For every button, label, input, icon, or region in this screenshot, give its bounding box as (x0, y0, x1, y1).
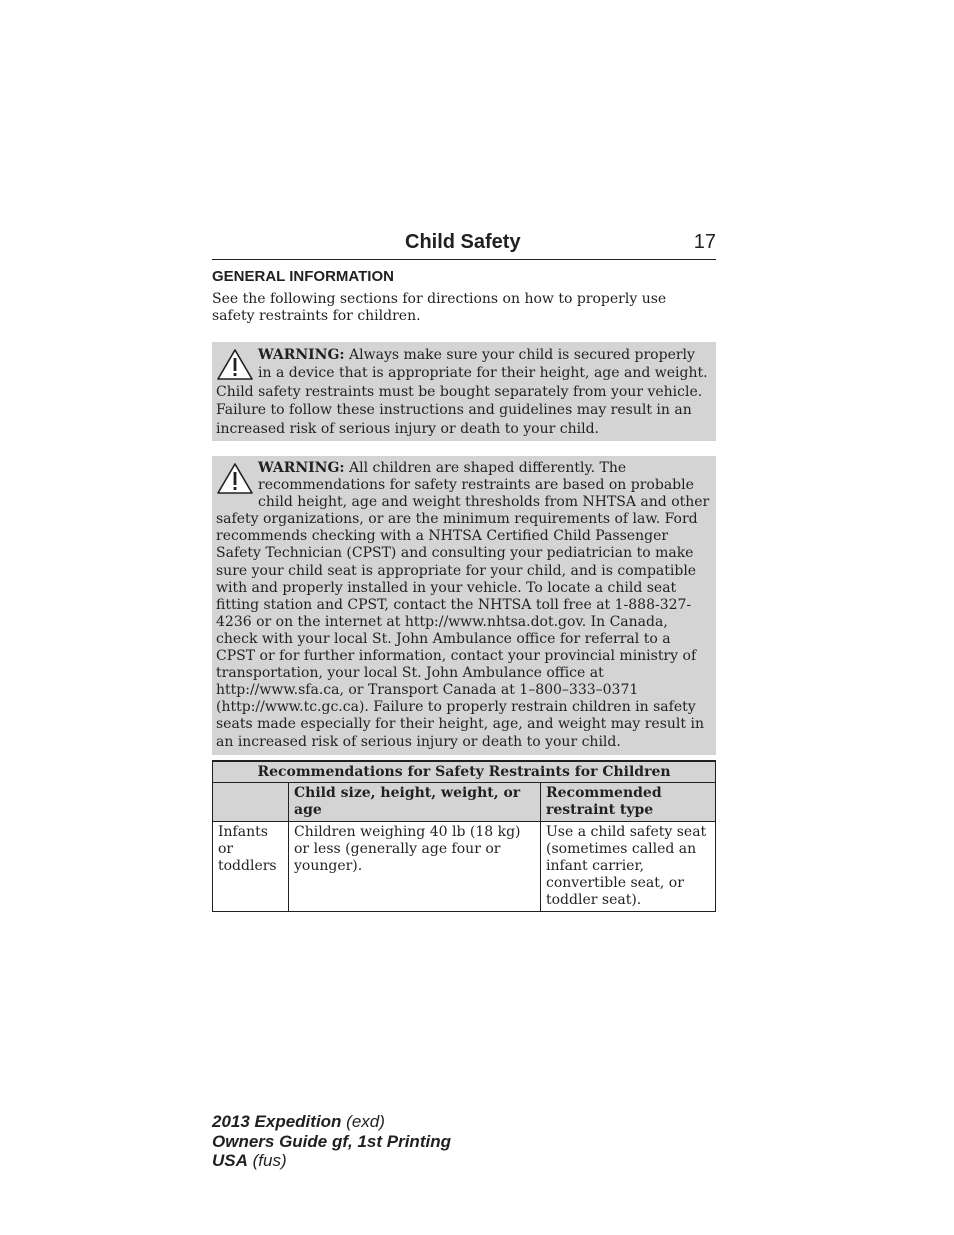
footer-guide: Owners Guide gf, 1st Printing (212, 1131, 451, 1151)
table-cell: Use a child safety seat (sometimes called an infant carrier, convertible seat, or toddler seat). (541, 822, 716, 912)
warning-box (212, 342, 716, 441)
warning-label: WARNING: (258, 347, 345, 363)
table-caption: Recommendations for Safety Restraints for Children (213, 761, 716, 783)
warning-text: All children are shaped differently. The recommendations for safety restraints are based on probable child height, age and weight thresholds from NHTSA and other safety organizations, or are the minimum requirements of law. Ford recommends checking with a NHTSA Certified Child Passenger Safety Technician (CPST) and consulting your pediatrician to make sure your child seat is appropriate for your child, and is compatible with and properly installed in your vehicle. To locate a child seat fitting station and CPST, contact the NHTSA toll free at 1-888-327-4236 or on the internet at http://www.nhtsa.dot.gov. In Canada, check with your local St. John Ambulance office for referral to a CPST or for further information, contact your provincial ministry of transportation, your local St. John Ambulance office at http://www.sfa.ca, or Transport Canada at 1–800–333–0371 (http://www.tc.gc.ca). Failure to properly restrain children in safety seats made especially for their height, age, and weight may result in an increased risk of serious injury or death to your child. (216, 460, 710, 750)
table-header-cell: Recommended restraint type (541, 783, 716, 822)
warning-label: WARNING: (258, 460, 345, 476)
safety-restraints-table (212, 760, 716, 912)
page-number: 17 (693, 231, 716, 253)
chapter-title: Child Safety (405, 231, 521, 253)
table-cell: Children weighing 40 lb (18 kg) or less (generally age four or younger). (289, 822, 541, 912)
table-header-row (213, 783, 716, 822)
section-heading: GENERAL INFORMATION (212, 268, 394, 285)
table-caption-row (213, 761, 716, 783)
table-cell: Infants or toddlers (213, 822, 289, 912)
table-row (213, 822, 716, 912)
table-header-cell (213, 783, 289, 822)
table-header-cell: Child size, height, weight, or age (289, 783, 541, 822)
warning-triangle-icon (216, 462, 254, 496)
warning-text: Always make sure your child is secured properly in a device that is appropriate for their height, age and weight. Child safety restraints must be bought separately from your vehicle. Failure to follow these instructions and guidelines may result in an increased risk of serious injury or death to your child. (216, 347, 708, 437)
warning-box (212, 456, 716, 755)
footer-line (212, 1112, 451, 1132)
page-header (212, 229, 716, 260)
footer-model: 2013 Expedition (212, 1112, 342, 1131)
intro-paragraph: See the following sections for directions on how to properly use safety restraints for children. (212, 291, 667, 324)
footer-market-code: (fus) (247, 1151, 287, 1170)
footer-line (212, 1151, 451, 1171)
footer-market: USA (212, 1151, 248, 1170)
page-footer (212, 1112, 451, 1171)
warning-triangle-icon (216, 348, 254, 382)
footer-model-code: (exd) (341, 1112, 385, 1131)
footer-line (212, 1132, 451, 1152)
